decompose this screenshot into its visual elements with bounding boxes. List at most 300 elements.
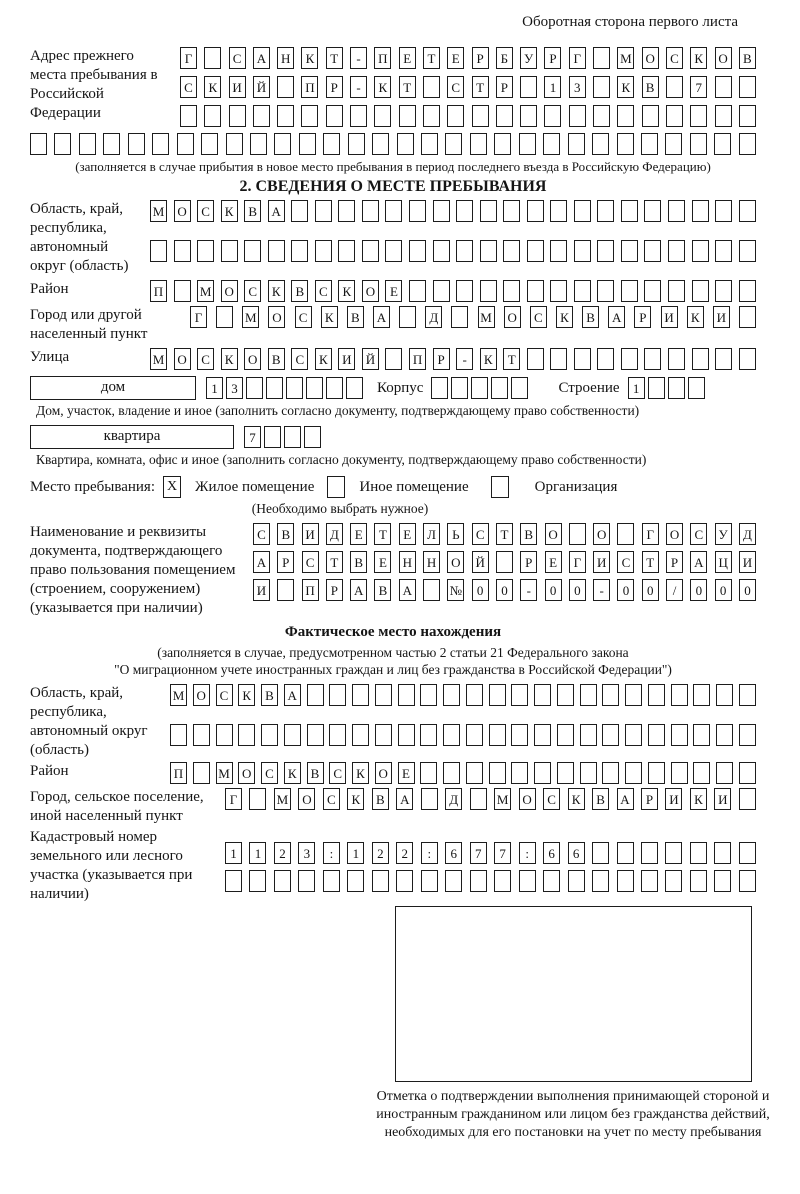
- char-cell-filled: С: [315, 280, 332, 302]
- char-cell-empty: [550, 200, 567, 222]
- char-cell-filled: К: [374, 76, 391, 98]
- char-cell-filled: В: [347, 306, 364, 328]
- char-cell-filled: Г: [225, 788, 242, 810]
- char-cell-filled: 3: [298, 842, 315, 864]
- char-cell-empty: [472, 105, 489, 127]
- char-cell-empty: [174, 240, 191, 262]
- char-cell-empty: [443, 684, 460, 706]
- cadastre-row-2: [225, 870, 756, 892]
- char-cell-filled: Т: [374, 523, 391, 545]
- cadastre-label: Кадастровый номер земельного или лесного участка (указывается при наличии): [30, 829, 193, 902]
- char-cell-empty: [399, 306, 416, 328]
- district-row: [150, 280, 756, 302]
- char-cell-filled: М: [150, 348, 167, 370]
- char-cell-filled: 0: [617, 579, 634, 601]
- char-cell-empty: [489, 724, 506, 746]
- char-cell-empty: [489, 762, 506, 784]
- char-cell-empty: [557, 762, 574, 784]
- char-cell-empty: [648, 684, 665, 706]
- confirmation-stamp-box: [395, 906, 752, 1082]
- char-cell-filled: К: [221, 348, 238, 370]
- char-cell-filled: П: [302, 579, 319, 601]
- char-cell-filled: О: [238, 762, 255, 784]
- char-cell-filled: М: [150, 200, 167, 222]
- document-label: Наименование и реквизиты документа, подтверждающего право пользования помещением (строением, сооружением) (указывается при наличии): [30, 524, 236, 616]
- char-cell-empty: [456, 200, 473, 222]
- char-cell-empty: [580, 762, 597, 784]
- char-cell-filled: 1: [347, 842, 364, 864]
- char-cell-filled: 1: [544, 76, 561, 98]
- char-cell-empty: [534, 724, 551, 746]
- char-cell-filled: Д: [425, 306, 442, 328]
- char-cell-empty: [291, 200, 308, 222]
- char-cell-empty: [352, 724, 369, 746]
- char-cell-filled: Г: [642, 523, 659, 545]
- char-cell-empty: [557, 684, 574, 706]
- char-cell-empty: [398, 684, 415, 706]
- char-cell-empty: [225, 870, 242, 892]
- char-cell-filled: Р: [520, 551, 537, 573]
- char-cell-empty: [347, 870, 364, 892]
- char-cell-filled: 7: [244, 426, 261, 448]
- char-cell-filled: К: [690, 788, 707, 810]
- house-type-box: дом: [30, 376, 196, 400]
- char-cell-filled: Т: [472, 76, 489, 98]
- char-cell-empty: [666, 76, 683, 98]
- char-cell-filled: Г: [180, 47, 197, 69]
- char-cell-filled: А: [617, 788, 634, 810]
- char-cell-filled: С: [244, 280, 261, 302]
- char-cell-filled: Р: [326, 579, 343, 601]
- char-cell-empty: [385, 240, 402, 262]
- char-cell-empty: [180, 105, 197, 127]
- char-cell-empty: [671, 762, 688, 784]
- char-cell-filled: Т: [326, 47, 343, 69]
- field-document: [30, 523, 756, 618]
- char-cell-filled: 2: [372, 842, 389, 864]
- char-cell-empty: [299, 133, 316, 155]
- char-cell-filled: О: [244, 348, 261, 370]
- char-cell-empty: [714, 133, 731, 155]
- char-cell-filled: Н: [423, 551, 440, 573]
- char-cell-filled: К: [204, 76, 221, 98]
- prev-address-label: Адрес прежнего места пребывания в Российской Федерации: [30, 48, 158, 121]
- char-cell-filled: 6: [543, 842, 560, 864]
- char-cell-filled: Р: [641, 788, 658, 810]
- char-cell-filled: Г: [190, 306, 207, 328]
- char-cell-filled: О: [642, 47, 659, 69]
- char-cell-filled: А: [690, 551, 707, 573]
- char-cell-empty: [641, 842, 658, 864]
- char-cell-filled: М: [216, 762, 233, 784]
- char-cell-empty: [470, 788, 487, 810]
- char-cell-empty: [307, 684, 324, 706]
- char-cell-filled: И: [593, 551, 610, 573]
- char-cell-empty: [715, 105, 732, 127]
- char-cell-filled: Т: [399, 76, 416, 98]
- char-cell-empty: [250, 133, 267, 155]
- char-cell-empty: [266, 377, 283, 399]
- char-cell-empty: [274, 870, 291, 892]
- char-cell-empty: [221, 240, 238, 262]
- char-cell-filled: И: [714, 788, 731, 810]
- char-cell-filled: М: [170, 684, 187, 706]
- char-cell-empty: [668, 348, 685, 370]
- char-cell-filled: М: [617, 47, 634, 69]
- char-cell-empty: [665, 842, 682, 864]
- char-cell-filled: О: [545, 523, 562, 545]
- char-cell-empty: [692, 348, 709, 370]
- field-apartment: [30, 425, 756, 449]
- char-cell-filled: Е: [399, 47, 416, 69]
- char-cell-filled: -: [350, 47, 367, 69]
- char-cell-empty: [423, 76, 440, 98]
- char-cell-empty: [323, 133, 340, 155]
- field-district-2: [30, 762, 756, 784]
- char-cell-filled: 2: [274, 842, 291, 864]
- char-cell-empty: [216, 306, 233, 328]
- char-cell-filled: 0: [690, 579, 707, 601]
- char-cell-empty: [323, 870, 340, 892]
- field-stay-type: [30, 476, 756, 498]
- city-label: Город или другой населенный пункт: [30, 307, 148, 342]
- document-row-2: [253, 551, 756, 573]
- char-cell-filled: К: [221, 200, 238, 222]
- char-cell-filled: 7: [470, 842, 487, 864]
- char-cell-empty: [385, 200, 402, 222]
- char-cell-filled: К: [347, 788, 364, 810]
- char-cell-filled: №: [447, 579, 464, 601]
- char-cell-filled: Е: [545, 551, 562, 573]
- house-number-cells: [206, 377, 363, 399]
- char-cell-filled: О: [221, 280, 238, 302]
- char-cell-empty: [451, 377, 468, 399]
- char-cell-empty: [617, 133, 634, 155]
- char-cell-empty: [625, 684, 642, 706]
- char-cell-empty: [671, 724, 688, 746]
- char-cell-filled: С: [302, 551, 319, 573]
- char-cell-empty: [216, 724, 233, 746]
- char-cell-empty: [593, 105, 610, 127]
- char-cell-empty: [398, 724, 415, 746]
- char-cell-empty: [466, 762, 483, 784]
- district-2-row: [170, 762, 756, 784]
- city-2-label: Город, сельское поселение, иной населенный пункт: [30, 789, 204, 824]
- char-cell-filled: С: [197, 200, 214, 222]
- char-cell-empty: [291, 240, 308, 262]
- char-cell-empty: [527, 200, 544, 222]
- char-cell-filled: М: [242, 306, 259, 328]
- char-cell-filled: А: [253, 47, 270, 69]
- region-row-1: [150, 200, 756, 222]
- char-cell-filled: Й: [472, 551, 489, 573]
- char-cell-filled: П: [409, 348, 426, 370]
- char-cell-filled: В: [350, 551, 367, 573]
- char-cell-filled: Р: [634, 306, 651, 328]
- char-cell-filled: Т: [496, 523, 513, 545]
- char-cell-empty: [470, 870, 487, 892]
- district-label: Район: [30, 281, 69, 297]
- char-cell-empty: [648, 377, 665, 399]
- char-cell-empty: [329, 684, 346, 706]
- char-cell-empty: [574, 200, 591, 222]
- char-cell-filled: -: [593, 579, 610, 601]
- char-cell-filled: :: [421, 842, 438, 864]
- char-cell-empty: [152, 133, 169, 155]
- char-cell-empty: [716, 724, 733, 746]
- char-cell-filled: К: [284, 762, 301, 784]
- char-cell-filled: Р: [666, 551, 683, 573]
- apartment-note: Квартира, комната, офис и иное (заполнить согласно документу, подтверждающему право собственности): [36, 452, 647, 467]
- char-cell-filled: С: [690, 523, 707, 545]
- char-cell-filled: М: [274, 788, 291, 810]
- char-cell-empty: [617, 105, 634, 127]
- char-cell-filled: С: [329, 762, 346, 784]
- char-cell-filled: М: [197, 280, 214, 302]
- char-cell-empty: [550, 240, 567, 262]
- char-cell-filled: 0: [715, 579, 732, 601]
- char-cell-empty: [617, 842, 634, 864]
- char-cell-filled: И: [665, 788, 682, 810]
- char-cell-empty: [739, 870, 756, 892]
- char-cell-filled: О: [268, 306, 285, 328]
- field-region-2: [30, 684, 756, 760]
- char-cell-empty: [739, 788, 756, 810]
- char-cell-filled: Д: [739, 523, 756, 545]
- char-cell-filled: :: [519, 842, 536, 864]
- char-cell-empty: [739, 684, 756, 706]
- char-cell-empty: [739, 724, 756, 746]
- char-cell-empty: [715, 280, 732, 302]
- cadastre-rows: [225, 842, 756, 892]
- char-cell-filled: 1: [225, 842, 242, 864]
- char-cell-filled: 1: [628, 377, 645, 399]
- char-cell-empty: [527, 348, 544, 370]
- char-cell-filled: К: [338, 280, 355, 302]
- char-cell-filled: Р: [433, 348, 450, 370]
- char-cell-filled: Д: [445, 788, 462, 810]
- char-cell-filled: 0: [496, 579, 513, 601]
- char-cell-empty: [625, 724, 642, 746]
- char-cell-filled: К: [556, 306, 573, 328]
- char-cell-empty: [103, 133, 120, 155]
- char-cell-empty: [593, 76, 610, 98]
- char-cell-filled: Р: [496, 76, 513, 98]
- char-cell-empty: [511, 377, 528, 399]
- char-cell-empty: [246, 377, 263, 399]
- char-cell-empty: [315, 240, 332, 262]
- char-cell-filled: А: [268, 200, 285, 222]
- form-page: [0, 14, 800, 904]
- char-cell-empty: [326, 377, 343, 399]
- char-cell-filled: :: [323, 842, 340, 864]
- char-cell-empty: [739, 105, 756, 127]
- char-cell-empty: [520, 105, 537, 127]
- char-cell-empty: [544, 105, 561, 127]
- char-cell-filled: О: [193, 684, 210, 706]
- char-cell-filled: 0: [569, 579, 586, 601]
- char-cell-empty: [621, 280, 638, 302]
- char-cell-empty: [690, 133, 707, 155]
- char-cell-filled: К: [690, 47, 707, 69]
- char-cell-filled: Е: [374, 551, 391, 573]
- prev-address-row-1: [180, 47, 756, 69]
- char-cell-empty: [346, 377, 363, 399]
- char-cell-filled: Ц: [715, 551, 732, 573]
- char-cell-empty: [397, 133, 414, 155]
- char-cell-empty: [443, 724, 460, 746]
- char-cell-empty: [692, 240, 709, 262]
- char-cell-filled: О: [504, 306, 521, 328]
- checkbox-other-premises: [327, 476, 345, 498]
- char-cell-filled: -: [520, 579, 537, 601]
- char-cell-filled: С: [216, 684, 233, 706]
- char-cell-filled: У: [715, 523, 732, 545]
- char-cell-empty: [574, 280, 591, 302]
- city-2-row: [225, 788, 756, 810]
- char-cell-filled: И: [253, 579, 270, 601]
- char-cell-empty: [348, 133, 365, 155]
- char-cell-empty: [420, 724, 437, 746]
- char-cell-empty: [480, 240, 497, 262]
- actual-location-note-2: "О миграционном учете иностранных граждан и лиц без гражданства в Российской Федерации"): [114, 662, 672, 677]
- char-cell-empty: [420, 684, 437, 706]
- document-row-3: [253, 579, 756, 601]
- region-2-rows: [170, 684, 756, 746]
- section2-title: 2. СВЕДЕНИЯ О МЕСТЕ ПРЕБЫВАНИЯ: [239, 178, 547, 195]
- option-residential-label: Жилое помещение: [195, 478, 315, 495]
- char-cell-empty: [617, 523, 634, 545]
- char-cell-empty: [597, 200, 614, 222]
- char-cell-empty: [602, 684, 619, 706]
- char-cell-filled: А: [284, 684, 301, 706]
- actual-location-title: Фактическое место нахождения: [284, 624, 502, 640]
- char-cell-empty: [690, 105, 707, 127]
- char-cell-empty: [739, 200, 756, 222]
- char-cell-empty: [648, 762, 665, 784]
- char-cell-empty: [503, 200, 520, 222]
- field-city: [30, 306, 756, 344]
- char-cell-filled: С: [617, 551, 634, 573]
- char-cell-empty: [739, 842, 756, 864]
- char-cell-empty: [621, 240, 638, 262]
- char-cell-empty: [715, 348, 732, 370]
- char-cell-empty: [261, 724, 278, 746]
- char-cell-filled: И: [338, 348, 355, 370]
- char-cell-empty: [268, 240, 285, 262]
- char-cell-empty: [715, 200, 732, 222]
- field-city-2: [30, 788, 756, 826]
- char-cell-empty: [644, 348, 661, 370]
- street-label: Улица: [30, 349, 70, 365]
- char-cell-filled: С: [229, 47, 246, 69]
- confirmation-stamp-caption: Отметка о подтверждении выполнения принимающей стороной и иностранным гражданином или лицом без гражданства действий, необходимых для его постановки на учет по месту пребывания: [376, 1089, 770, 1140]
- char-cell-empty: [409, 280, 426, 302]
- char-cell-empty: [420, 762, 437, 784]
- char-cell-empty: [602, 724, 619, 746]
- char-cell-empty: [433, 200, 450, 222]
- char-cell-empty: [284, 426, 301, 448]
- char-cell-empty: [693, 724, 710, 746]
- char-cell-filled: О: [447, 551, 464, 573]
- char-cell-filled: В: [244, 200, 261, 222]
- char-cell-empty: [277, 76, 294, 98]
- char-cell-empty: [739, 76, 756, 98]
- char-cell-empty: [569, 523, 586, 545]
- char-cell-filled: /: [666, 579, 683, 601]
- char-cell-empty: [399, 105, 416, 127]
- stay-type-label: Место пребывания:: [30, 478, 155, 495]
- char-cell-empty: [193, 762, 210, 784]
- char-cell-filled: О: [666, 523, 683, 545]
- char-cell-empty: [511, 762, 528, 784]
- char-cell-empty: [739, 133, 756, 155]
- char-cell-empty: [642, 105, 659, 127]
- char-cell-empty: [511, 684, 528, 706]
- char-cell-empty: [496, 105, 513, 127]
- korpus-label: Корпус: [377, 379, 424, 396]
- char-cell-filled: 3: [569, 76, 586, 98]
- char-cell-empty: [690, 842, 707, 864]
- char-cell-filled: 0: [739, 579, 756, 601]
- char-cell-empty: [568, 133, 585, 155]
- stay-type-note: (Необходимо выбрать нужное): [251, 501, 429, 516]
- char-cell-empty: [204, 47, 221, 69]
- cadastre-row-1: [225, 842, 756, 864]
- char-cell-filled: 2: [396, 842, 413, 864]
- region-2-row-2: [170, 724, 756, 746]
- char-cell-empty: [304, 426, 321, 448]
- char-cell-empty: [362, 240, 379, 262]
- char-cell-filled: Л: [423, 523, 440, 545]
- char-cell-filled: О: [298, 788, 315, 810]
- char-cell-empty: [519, 870, 536, 892]
- char-cell-filled: В: [582, 306, 599, 328]
- char-cell-empty: [466, 684, 483, 706]
- char-cell-filled: В: [261, 684, 278, 706]
- char-cell-empty: [489, 684, 506, 706]
- char-cell-empty: [665, 133, 682, 155]
- char-cell-empty: [431, 377, 448, 399]
- char-cell-empty: [421, 133, 438, 155]
- char-cell-empty: [739, 306, 756, 328]
- char-cell-filled: 6: [568, 842, 585, 864]
- char-cell-empty: [372, 870, 389, 892]
- char-cell-filled: В: [277, 523, 294, 545]
- char-cell-empty: [625, 762, 642, 784]
- prev-address-rows: [180, 47, 756, 127]
- char-cell-empty: [298, 870, 315, 892]
- char-cell-filled: К: [480, 348, 497, 370]
- field-district: [30, 280, 756, 302]
- char-cell-filled: С: [197, 348, 214, 370]
- char-cell-filled: И: [661, 306, 678, 328]
- char-cell-empty: [409, 240, 426, 262]
- char-cell-empty: [253, 105, 270, 127]
- char-cell-empty: [350, 105, 367, 127]
- apartment-type-box: квартира: [30, 425, 234, 449]
- char-cell-empty: [375, 684, 392, 706]
- field-prev-address: [30, 47, 756, 127]
- char-cell-filled: В: [374, 579, 391, 601]
- char-cell-filled: Т: [326, 551, 343, 573]
- field-region: [30, 200, 756, 276]
- char-cell-empty: [503, 280, 520, 302]
- char-cell-empty: [307, 724, 324, 746]
- char-cell-filled: О: [174, 200, 191, 222]
- char-cell-filled: В: [739, 47, 756, 69]
- char-cell-empty: [739, 762, 756, 784]
